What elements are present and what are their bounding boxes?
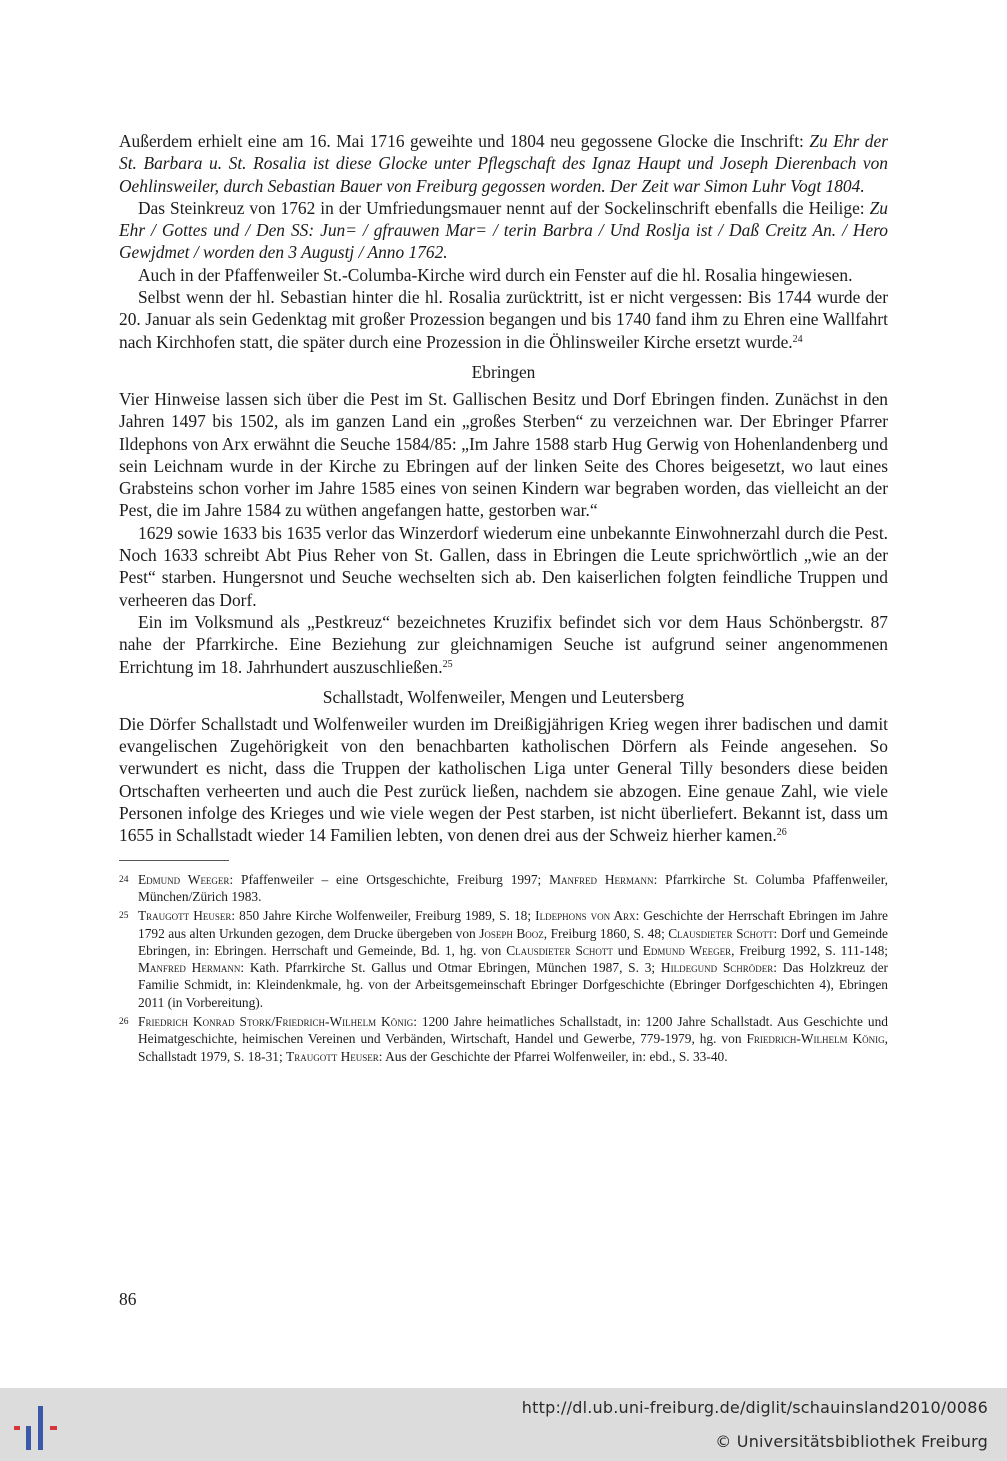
footnote-text: : 1200 Jahre heimatliches Schallstadt, in: 1200 Jahre Schallstadt. Aus Geschichte und Heimatgeschichte, heimischen Vereinen und Verbänden, Wirtschaft, Handel und Gewerbe, 779-1979, hg. von [138, 1013, 888, 1047]
paragraph-pest-ebringen: Vier Hinweise lassen sich über die Pest im St. Gallischen Besitz und Dorf Ebringen finden. Zunächst in den Jahren 1497 bis 1502, als im ganzen Land ein „großes Sterben“ zu verzeichnen war. Der Ebringer Pfarrer Ildephons von Arx erwähnt die Seuche 1584/85: „Im Jahre 1588 starb Hug Gerwig von Hohenlandenberg und sein Leichnam wurde in der Kirche zu Ebringen auf der linken Seite des Chores beigesetzt, wo laut eines Grabsteins schon vorher im Jahre 1585 eines von seinen Kindern war begraben worden, das vielleicht an der Pest, die im Jahre 1584 zu wüthen angefangen hatte, gestorben war.“ [119, 388, 888, 521]
paragraph-text: Das Steinkreuz von 1762 in der Umfriedungsmauer nennt auf der Sockelinschrift ebenfalls die Heilige: [138, 197, 870, 218]
page-number: 86 [119, 1289, 137, 1309]
footer-bar [0, 1388, 1007, 1461]
footnote-text: : Das Holzkreuz der Familie Schmidt, in: Kleindenkmale, hg. von der Arbeitsgemeinschaft Ebringer Dorfgeschichte (Ebringer Dorfgeschichten 4), Ebringen 2011 (in Vorbereitung). [138, 960, 888, 1010]
paragraph-schallstadt [119, 713, 888, 847]
paragraph-text: Außerdem erhielt eine am 16. Mai 1716 geweihte und 1804 neu gegossene Glocke die Inschrift: [119, 131, 810, 151]
paragraph-columba: Auch in der Pfaffenweiler St.-Columba-Kirche wird durch ein Fenster auf die hl. Rosalia hingewiesen. [138, 264, 853, 285]
author-name: Traugott Heuser [286, 1048, 379, 1064]
footnote-text: : Pfaffenweiler – eine Ortsgeschichte, Freiburg 1997; [229, 871, 550, 887]
section-heading-schallstadt: Schallstadt, Wolfenweiler, Mengen und Leutersberg [322, 686, 685, 707]
copyright-notice: © Universitätsbibliothek Freiburg [715, 1432, 988, 1451]
paragraph-sebastian [119, 286, 888, 353]
footnote-text: , Schallstadt 1979, S. 18-31; [138, 1031, 888, 1064]
paragraph-text: Selbst wenn der hl. Sebastian hinter die hl. Rosalia zurücktritt, ist er nicht vergessen: Bis 1744 wurde der 20. Januar als sein Gedenktag mit großer Prozession begangen und bis 1740 fand ihm zu Ehren eine Wallfahrt nach Kirchhofen statt, die später durch eine Prozession in die Öhlinsweiler Kirche ersetzt wurde. [119, 287, 888, 352]
inscription-text: Zu Ehr der St. Barbara u. St. Rosalia ist diese Glocke unter Pflegschaft des Ignaz Haupt und Joseph Dierenbach von Oehlinsweiler, durch Sebastian Bauer von Freiburg gegossen worden. Der Zeit war Simon Luhr Vogt 1804. [119, 131, 888, 196]
footnote-text: und [612, 942, 643, 958]
paragraph-glocke [119, 130, 888, 197]
footnote-ref[interactable]: 26 [776, 827, 787, 839]
inscription-text: Zu Ehr / Gottes und / Den SS: Jun= / gfrauwen Mar= / terin Barbra / Und Roslja ist / Daß Creitz An. / Hero Gewjdmet / worden den 3 Augustj / Anno 1762. [119, 197, 888, 263]
author-name: Joseph Booz [479, 925, 544, 941]
author-name: Friedrich-Wilhelm König [746, 1031, 885, 1047]
author-name: Ildephons von Arx [535, 908, 636, 924]
footnote-ref[interactable]: 25 [442, 658, 453, 670]
ub-freiburg-logo-icon[interactable] [12, 1402, 64, 1450]
paragraph-pestkreuz [119, 611, 888, 678]
document-url[interactable]: http://dl.ub.uni-freiburg.de/diglit/schauinsland2010/0086 [521, 1398, 988, 1417]
author-name: Manfred Hermann [549, 871, 654, 887]
footnote-number: 25 [119, 911, 129, 922]
footnote-number: 26 [119, 1016, 129, 1027]
paragraph-text: Die Dörfer Schallstadt und Wolfenweiler wurden im Dreißigjährigen Krieg wegen ihrer badischen und damit evangelischen Zugehörigkeit von den benachbarten katholischen Dörfern als Feinde angesehen. So verwundert es nicht, dass die Truppen der katholischen Liga unter General Tilly besonders diese beiden Ortschaften verheerten und auch die Pest zurück ließen, nachdem sie abzogen. Eine genaue Zahl, wie viele Personen infolge des Krieges und wie viele wegen der Pest starben, ist nicht überliefert. Bekannt ist, dass um 1655 in Schallstadt wieder 14 Familien lebten, von denen drei aus der Schweiz hierher kamen. [119, 713, 888, 846]
author-name: Clausdieter Schott [668, 925, 774, 941]
author-name: Friedrich-Wilhelm König [275, 1013, 414, 1029]
author-name: Manfred Hermann [138, 960, 241, 976]
footnote-text: : Aus der Geschichte der Pfarrei Wolfenweiler, in: ebd., S. 33-40. [378, 1048, 728, 1064]
paragraph-winzerdorf: 1629 sowie 1633 bis 1635 verlor das Winzerdorf wiederum eine unbekannte Einwohnerzahl durch die Pest. Noch 1633 schreibt Abt Pius Reher von St. Gallen, dass in Ebringen die Leute sprichwörtlich „wie an der Pest“ starben. Hungersnot und Seuche wechselten sich ab. Den kaiserlichen folgten feindliche Truppen und verheeren das Dorf. [119, 522, 888, 610]
paragraph-text: Ein im Volksmund als „Pestkreuz“ bezeichnetes Kruzifix befindet sich vor dem Haus Schönbergstr. 87 nahe der Pfarrkirche. Eine Beziehung zur gleichnamigen Seuche ist aufgrund seiner angenommenen Errichtung im 18. Jahrhundert auszuschließen. [119, 611, 888, 677]
footnote-ref[interactable]: 24 [792, 333, 803, 345]
author-name: Edmund Weeger [138, 871, 230, 887]
author-name: Traugott Heuser [138, 908, 232, 924]
author-name: Clausdieter Schott [506, 942, 613, 958]
footnote-text: , Freiburg 1992, S. 111-148; [731, 942, 889, 958]
footnote-divider [119, 860, 229, 861]
footnote-text: , Freiburg 1860, S. 48; [543, 925, 669, 941]
section-heading-ebringen: Ebringen [471, 361, 536, 382]
footnote-26 [119, 1013, 888, 1065]
footnote-text: : Kath. Pfarrkirche St. Gallus und Otmar Ebringen, München 1987, S. 3; [240, 960, 661, 976]
page-content [119, 130, 888, 1067]
footnote-number: 24 [119, 874, 129, 885]
footnote-24 [119, 871, 888, 906]
footnote-text: / [271, 1013, 276, 1029]
author-name: Hildegund Schröder [660, 960, 774, 976]
footnote-25 [119, 907, 888, 1011]
author-name: Edmund Weeger [642, 942, 732, 958]
footnote-text: : Pfarrkirche St. Columba Pfaffenweiler, München/Zürich 1983. [138, 871, 888, 904]
footnote-text: : 850 Jahre Kirche Wolfenweiler, Freiburg 1989, S. 18; [231, 908, 536, 924]
paragraph-steinkreuz [119, 197, 888, 264]
footnote-text: : Dorf und Gemeinde Ebringen, in: Ebringen. Herrschaft und Gemeinde, Bd. 1, hg. von [138, 925, 888, 958]
footnote-text: : Geschichte der Herrschaft Ebringen im Jahre 1792 aus alten Urkunden gezogen, dem Drucke übergeben von [138, 908, 888, 941]
author-name: Friedrich Konrad Stork [138, 1013, 272, 1029]
